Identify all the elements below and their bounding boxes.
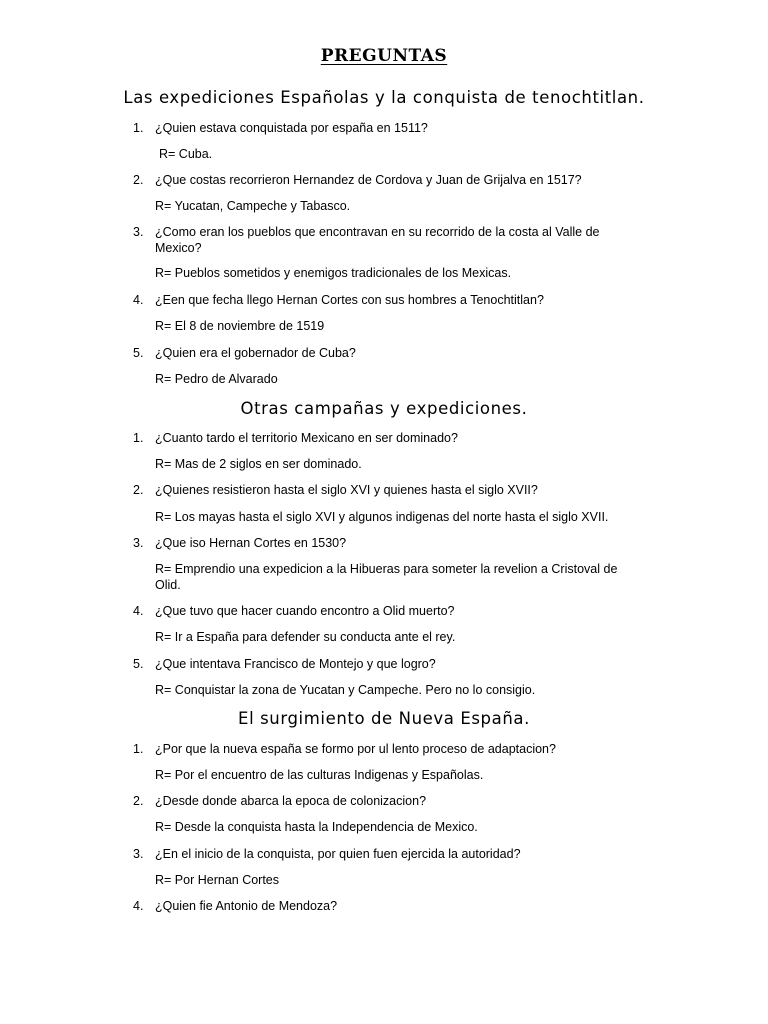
question-text: ¿Quien fie Antonio de Mendoza? (155, 899, 338, 913)
question-number: 4. (133, 604, 144, 618)
section-heading-3: El surgimiento de Nueva España. (238, 709, 530, 728)
question-text: ¿Quienes resistieron hasta el siglo XVI y quienes hasta el siglo XVII? (155, 483, 538, 497)
question-number: 3. (133, 536, 144, 550)
question-text: ¿En el inicio de la conquista, por quien fuen ejercida la autoridad? (155, 847, 521, 861)
answer-text: R= Pedro de Alvarado (155, 372, 278, 386)
answer-text: R= Emprendio una expedicion a la Hibueras para someter la revelion a Cristoval de Olid. (155, 562, 618, 592)
question-number: 1. (133, 742, 144, 756)
question-number: 3. (133, 225, 144, 239)
question-number: 5. (133, 657, 144, 671)
section-heading-1: Las expediciones Españolas y la conquista de tenochtitlan. (123, 88, 645, 107)
question-number: 4. (133, 899, 144, 913)
question-number: 3. (133, 847, 144, 861)
answer-text: R= Conquistar la zona de Yucatan y Campeche. Pero no lo consigio. (155, 683, 536, 697)
question-text: ¿Quien estava conquistada por españa en 1511? (155, 121, 428, 135)
question-text: ¿Que tuvo que hacer cuando encontro a Olid muerto? (155, 604, 455, 618)
answer-text: R= Ir a España para defender su conducta ante el rey. (155, 630, 456, 644)
question-text: ¿Como eran los pueblos que encontravan en su recorrido de la costa al Valle de Mexico? (155, 225, 600, 255)
answer-text: R= Mas de 2 siglos en ser dominado. (155, 457, 362, 471)
question-number: 4. (133, 293, 144, 307)
answer-text: R= Cuba. (159, 147, 213, 161)
question-text: ¿Desde donde abarca la epoca de colonizacion? (155, 794, 427, 808)
answer-text: R= Por el encuentro de las culturas Indigenas y Españolas. (155, 768, 484, 782)
question-number: 2. (133, 483, 144, 497)
question-number: 1. (133, 431, 144, 445)
question-text: ¿Cuanto tardo el territorio Mexicano en ser dominado? (155, 431, 458, 445)
question-text: ¿Que iso Hernan Cortes en 1530? (155, 536, 347, 550)
question-number: 5. (133, 346, 144, 360)
question-number: 2. (133, 794, 144, 808)
answer-text: R= Por Hernan Cortes (155, 873, 280, 887)
section-heading-2: Otras campañas y expediciones. (240, 399, 528, 418)
question-text: ¿Een que fecha llego Hernan Cortes con sus hombres a Tenochtitlan? (155, 293, 544, 307)
answer-text: R= Yucatan, Campeche y Tabasco. (155, 199, 351, 213)
question-number: 2. (133, 173, 144, 187)
question-text: ¿Quien era el gobernador de Cuba? (155, 346, 356, 360)
answer-text: R= Pueblos sometidos y enemigos tradicionales de los Mexicas. (155, 266, 512, 280)
question-number: 1. (133, 121, 144, 135)
question-text: ¿Que intentava Francisco de Montejo y que logro? (155, 657, 436, 671)
answer-text: R= Los mayas hasta el siglo XVI y algunos indigenas del norte hasta el siglo XVII. (155, 510, 609, 524)
answer-text: R= El 8 de noviembre de 1519 (155, 319, 325, 333)
question-text: ¿Por que la nueva españa se formo por ul lento proceso de adaptacion? (155, 742, 556, 756)
document-title: PREGUNTAS (320, 46, 448, 66)
question-text: ¿Que costas recorrieron Hernandez de Cordova y Juan de Grijalva en 1517? (155, 173, 582, 187)
answer-text: R= Desde la conquista hasta la Independencia de Mexico. (155, 820, 478, 834)
